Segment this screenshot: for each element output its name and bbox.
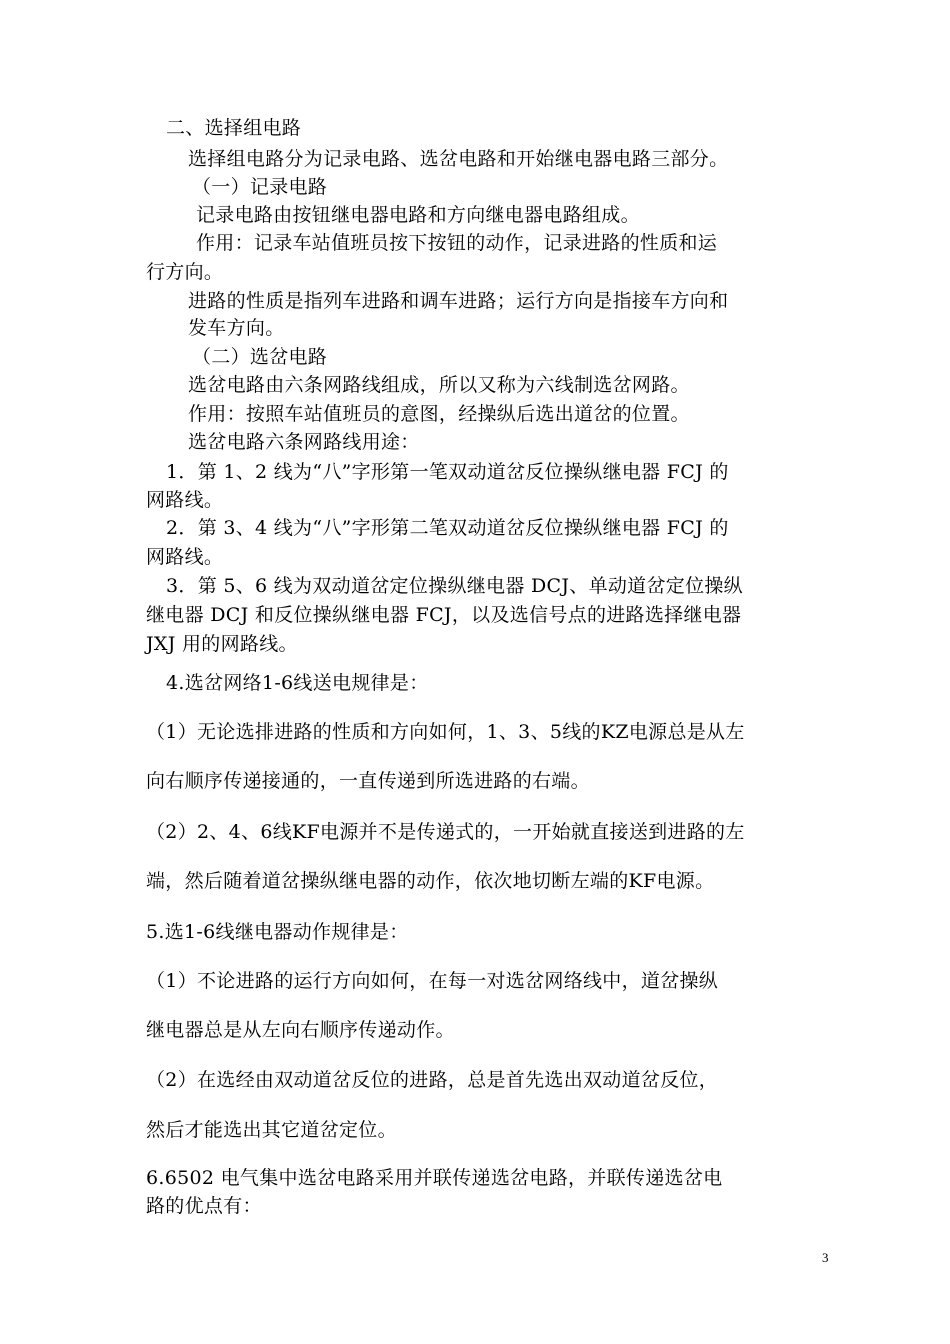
list-item-line: 然后才能选出其它道岔定位。 bbox=[146, 1119, 397, 1141]
paragraph-line: 作用：记录车站值班员按下按钮的动作，记录进路的性质和运 bbox=[196, 232, 718, 254]
paragraph-line: 选择组电路分为记录电路、选岔电路和开始继电器电路三部分。 bbox=[188, 148, 729, 170]
paragraph-line: 选岔电路由六条网路线组成，所以又称为六线制选岔网路。 bbox=[188, 374, 690, 396]
list-item-line: 网路线。 bbox=[146, 489, 224, 511]
list-item-line: 继电器 DCJ 和反位操纵继电器 FCJ，以及选信号点的进路选择继电器 bbox=[146, 604, 742, 626]
list-item-line: （1）无论选排进路的性质和方向如何，1、3、5线的KZ电源总是从左 bbox=[146, 721, 745, 743]
list-item-line: 5.选1-6线继电器动作规律是： bbox=[146, 921, 409, 943]
list-item-line: 继电器总是从左向右顺序传递动作。 bbox=[146, 1019, 455, 1041]
paragraph-line: 选岔电路六条网路线用途： bbox=[188, 431, 420, 453]
list-item-line: 路的优点有： bbox=[146, 1195, 262, 1217]
list-item-line: 网路线。 bbox=[146, 546, 224, 568]
list-item-line: 1．第 1、2 线为“八”字形第一笔双动道岔反位操纵继电器 FCJ 的 bbox=[166, 461, 729, 483]
list-item-line: 2．第 3、4 线为“八”字形第二笔双动道岔反位操纵继电器 FCJ 的 bbox=[166, 517, 729, 539]
paragraph-line: 作用：按照车站值班员的意图，经操纵后选出道岔的位置。 bbox=[188, 403, 690, 425]
list-item-line: 端，然后随着道岔操纵继电器的动作，依次地切断左端的KF电源。 bbox=[146, 870, 715, 892]
paragraph-line: 记录电路由按钮继电器电路和方向继电器电路组成。 bbox=[196, 204, 640, 226]
list-item-line: 6.6502 电气集中选岔电路采用并联传递选岔电路，并联传递选岔电 bbox=[146, 1167, 723, 1189]
list-item-line: 向右顺序传递接通的，一直传递到所选进路的右端。 bbox=[146, 770, 590, 792]
list-item-line: 4.选岔网络1-6线送电规律是： bbox=[166, 672, 429, 694]
section-heading: 二、选择组电路 bbox=[166, 117, 302, 139]
subsection-heading: （二）选岔电路 bbox=[192, 346, 328, 368]
subsection-heading: （一）记录电路 bbox=[192, 176, 328, 198]
paragraph-line: 进路的性质是指列车进路和调车进路；运行方向是指接车方向和 bbox=[188, 290, 729, 312]
list-item-line: （1）不论进路的运行方向如何，在每一对选岔网络线中，道岔操纵 bbox=[146, 970, 719, 992]
list-item-line: （2）在选经由双动道岔反位的进路，总是首先选出双动道岔反位， bbox=[146, 1069, 719, 1091]
paragraph-line: 行方向。 bbox=[146, 261, 224, 283]
list-item-line: （2）2、4、6线KF电源并不是传递式的，一开始就直接送到进路的左 bbox=[146, 821, 745, 843]
paragraph-line: 发车方向。 bbox=[188, 317, 285, 339]
list-item-line: 3．第 5、6 线为双动道岔定位操纵继电器 DCJ、单动道岔定位操纵 bbox=[166, 575, 743, 597]
page-number: 3 bbox=[822, 1250, 829, 1265]
list-item-line: JXJ 用的网路线。 bbox=[146, 633, 298, 655]
